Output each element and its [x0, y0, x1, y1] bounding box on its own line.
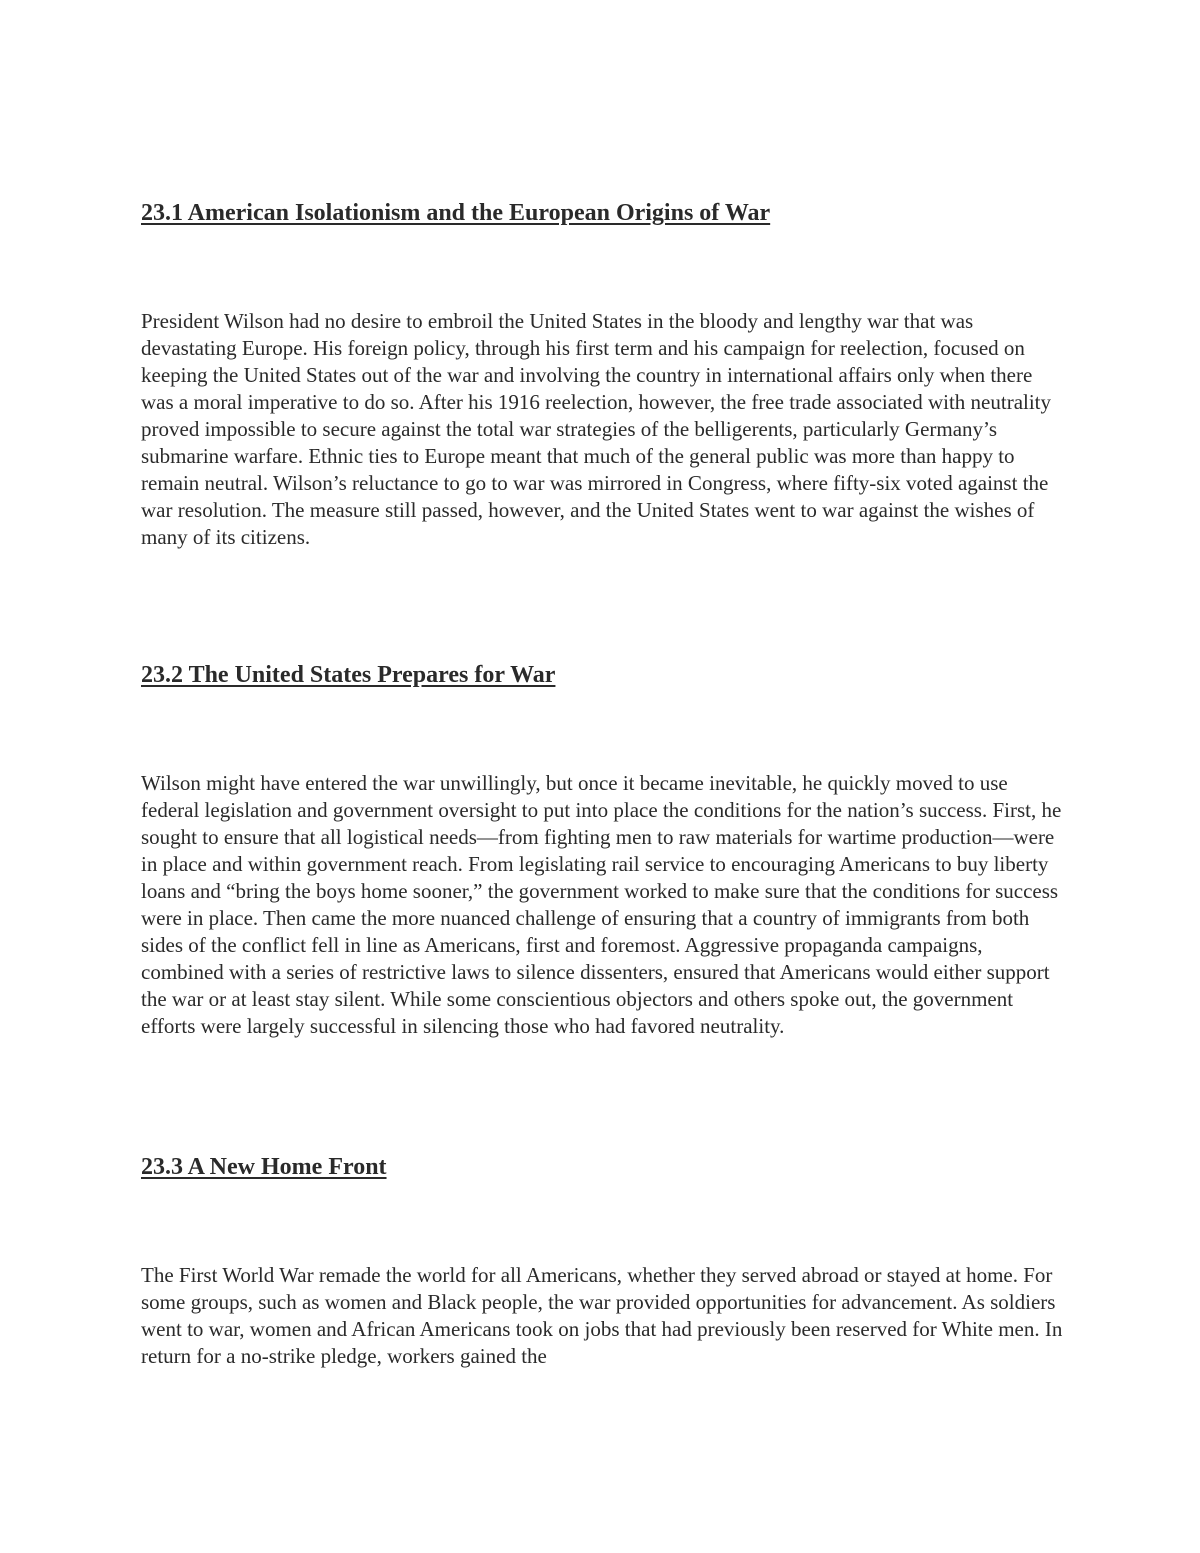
- section-heading-23-2: 23.2 The United States Prepares for War: [141, 662, 556, 688]
- section-body-23-3: The First World War remade the world for all Americans, whether they served abroad or stayed at home. For some groups, such as women and Black people, the war provided opportunities for advancement. As soldiers went to war, women and African Americans took on jobs that had previously been reserved for White men. In return for a no-strike pledge, workers gained the: [141, 1263, 1063, 1368]
- section-body-23-1: President Wilson had no desire to embroil the United States in the bloody and lengthy war that was devastating Europe. His foreign policy, through his first term and his campaign for reelection, focused on keeping the United States out of the war and involving the country in international affairs only when there was a moral imperative to do so. After his 1916 reelection, however, the free trade associated with neutrality proved impossible to secure against the total war strategies of the belligerents, particularly Germany’s submarine warfare. Ethnic ties to Europe meant that much of the general public was more than happy to remain neutral. Wilson’s reluctance to go to war was mirrored in Congress, where fifty-six voted against the war resolution. The measure still passed, however, and the United States went to war against the wishes of many of its citizens.: [141, 309, 1052, 549]
- section-body-23-2: Wilson might have entered the war unwillingly, but once it became inevitable, he quickly moved to use federal legislation and government oversight to put into place the conditions for the nation’s success. First, he sought to ensure that all logistical needs—from fighting men to raw materials for wartime production—were in place and within government reach. From legislating rail service to encouraging Americans to buy liberty loans and “bring the boys home sooner,” the government worked to make sure that the conditions for success were in place. Then came the more nuanced challenge of ensuring that a country of immigrants from both sides of the conflict fell in line as Americans, first and foremost. Aggressive propaganda campaigns, combined with a series of restrictive laws to silence dissenters, ensured that Americans would either support the war or at least stay silent. While some conscientious objectors and others spoke out, the government efforts were largely successful in silencing those who had favored neutrality.: [141, 771, 1062, 1038]
- section-heading-23-1: 23.1 American Isolationism and the European Origins of War: [141, 200, 771, 226]
- section-heading-23-3: 23.3 A New Home Front: [141, 1154, 387, 1180]
